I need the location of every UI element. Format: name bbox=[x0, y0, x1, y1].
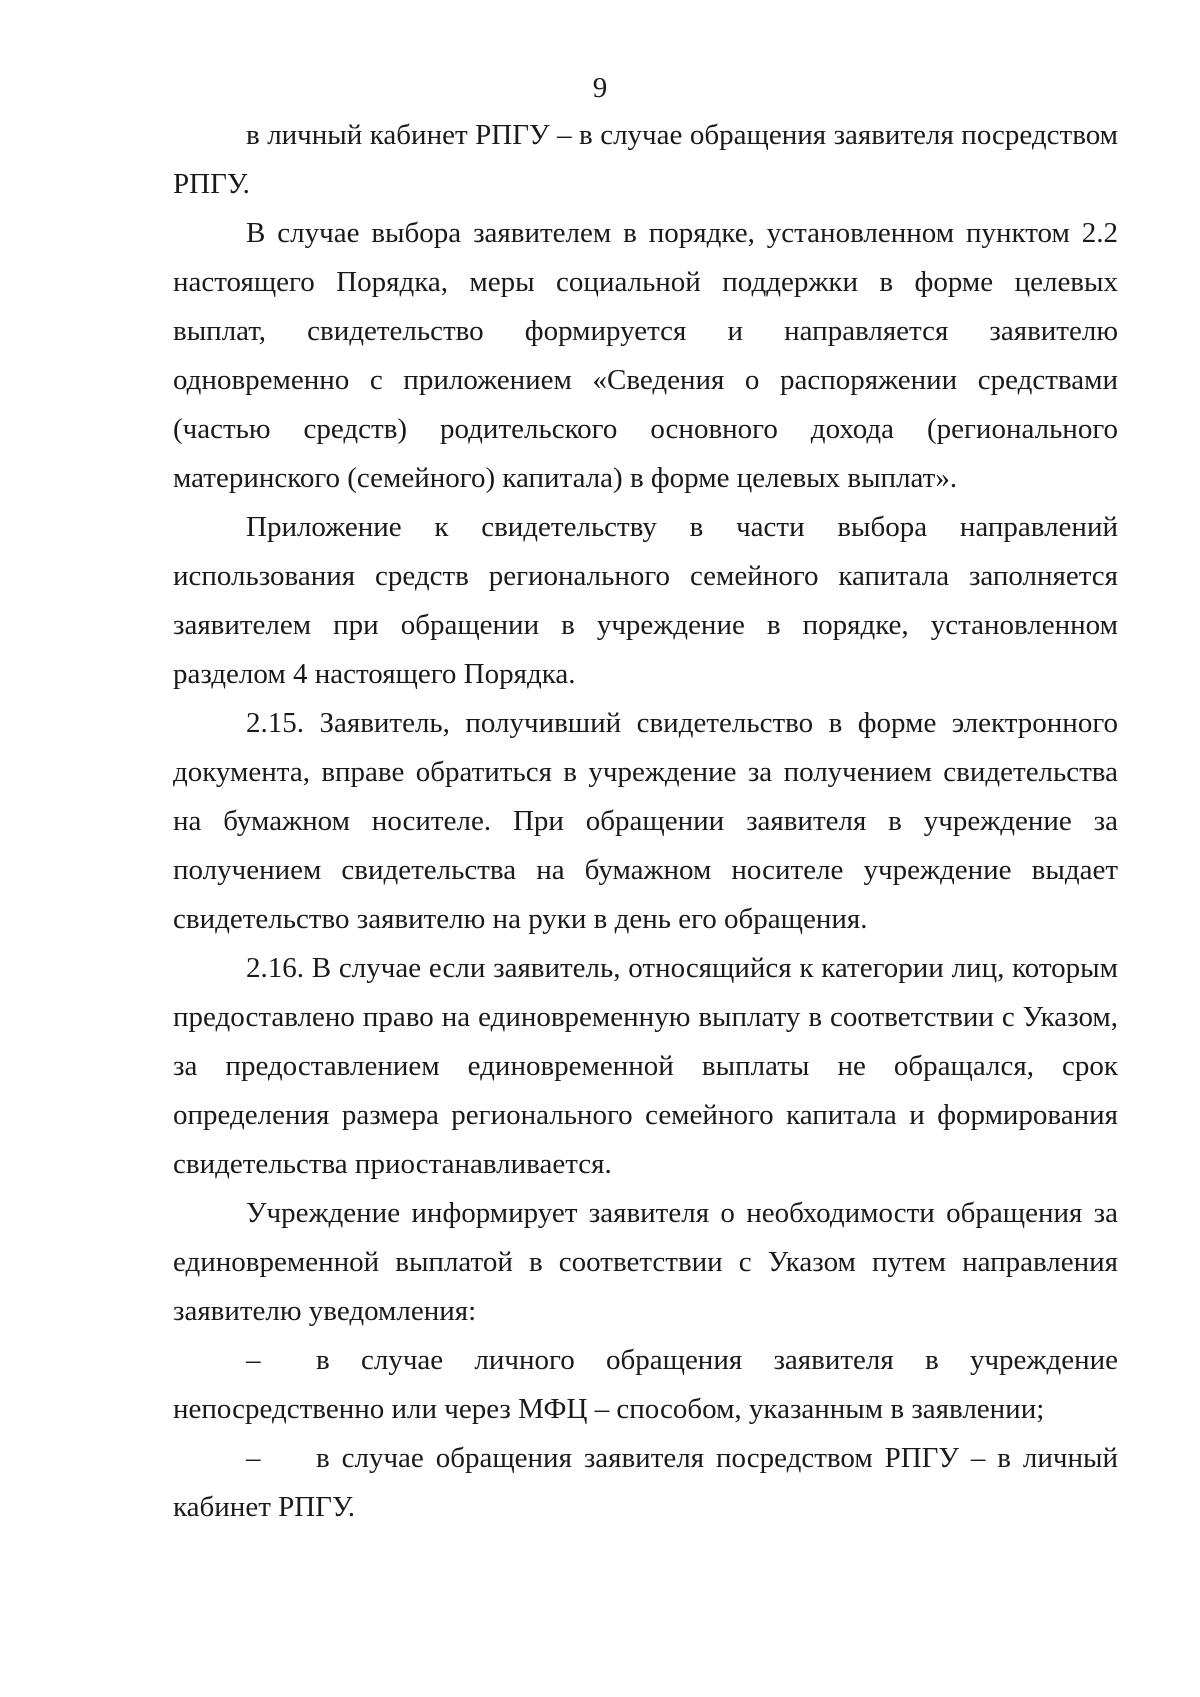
paragraph-clause-2-16: 2.16. В случае если заявитель, относящийся к категории лиц, которым предоставлено право на единовременную выплату в соответствии с Указом, за предоставлением единовременной выплаты не обращался, срок определения размера регионального семейного капитала и формирования свидетельства приостанавливается. bbox=[173, 952, 1118, 1180]
list-item bbox=[173, 1336, 1118, 1434]
list-dash: – bbox=[246, 1442, 261, 1474]
list-item-text: в случае личного обращения заявителя в учреждение непосредственно или через МФЦ – способом, указанным в заявлении; bbox=[173, 1344, 1118, 1425]
list-item bbox=[173, 1434, 1118, 1532]
list-dash: – bbox=[246, 1344, 261, 1376]
paragraph-continuation: в личный кабинет РПГУ – в случае обращения заявителя посредством РПГУ. bbox=[173, 119, 1118, 200]
document-body bbox=[173, 111, 1118, 1532]
paragraph-notification-intro: Учреждение информирует заявителя о необходимости обращения за единовременной выплатой в соответствии с Указом путем направления заявителю уведомления: bbox=[173, 1197, 1118, 1327]
page-number: 9 bbox=[592, 72, 608, 104]
paragraph-certificate-appendix: Приложение к свидетельству в части выбора направлений использования средств регионального семейного капитала заполняется заявителем при обращении в учреждение в порядке, установленном разделом 4 настоящего Порядка. bbox=[173, 511, 1118, 690]
paragraph-clause-2-15: 2.15. Заявитель, получивший свидетельство в форме электронного документа, вправе обратиться в учреждение за получением свидетельства на бумажном носителе. При обращении заявителя в учреждение за получением свидетельства на бумажном носителе учреждение выдает свидетельство заявителю на руки в день его обращения. bbox=[173, 707, 1118, 935]
list-item-text: в случае обращения заявителя посредством РПГУ – в личный кабинет РПГУ. bbox=[173, 1442, 1118, 1523]
paragraph-certificate-formation: В случае выбора заявителем в порядке, установленном пунктом 2.2 настоящего Порядка, меры социальной поддержки в форме целевых выплат, свидетельство формируется и направляется заявителю одновременно с приложением «Сведения о распоряжении средствами (частью средств) родительского основного дохода (регионального материнского (семейного) капитала) в форме целевых выплат». bbox=[173, 217, 1118, 494]
